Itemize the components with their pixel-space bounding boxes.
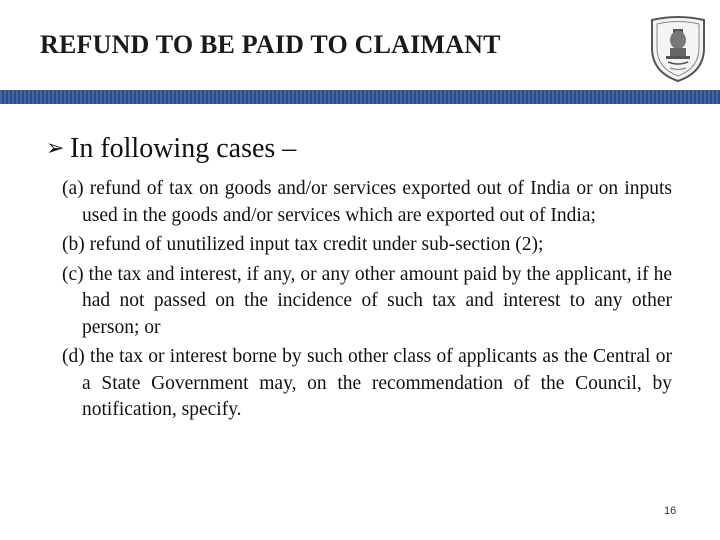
case-list xyxy=(62,176,672,427)
case-item-c: (c) the tax and interest, if any, or any other amount paid by the applicant, if he had not passed on the incidence of such tax and interest to any other person; or xyxy=(62,263,672,338)
case-item-a: (a) refund of tax on goods and/or services exported out of India or on inputs used in the goods and/or services which are exported out of India; xyxy=(62,178,672,226)
header-band xyxy=(0,90,720,104)
page-number: 16 xyxy=(664,505,677,517)
slide-title: REFUND TO BE PAID TO CLAIMANT xyxy=(40,30,501,59)
case-item-b: (b) refund of unutilized input tax credit under sub-section (2); xyxy=(62,234,544,255)
bullet-heading xyxy=(46,133,296,165)
emblem-shield-icon xyxy=(646,14,710,84)
bullet-text: In following cases – xyxy=(70,133,297,164)
case-item-d: (d) the tax or interest borne by such other class of applicants as the Central or a State Government may, on the recommendation of the Council, by notification, specify. xyxy=(62,346,672,420)
arrow-bullet-icon: ➢ xyxy=(46,136,65,161)
